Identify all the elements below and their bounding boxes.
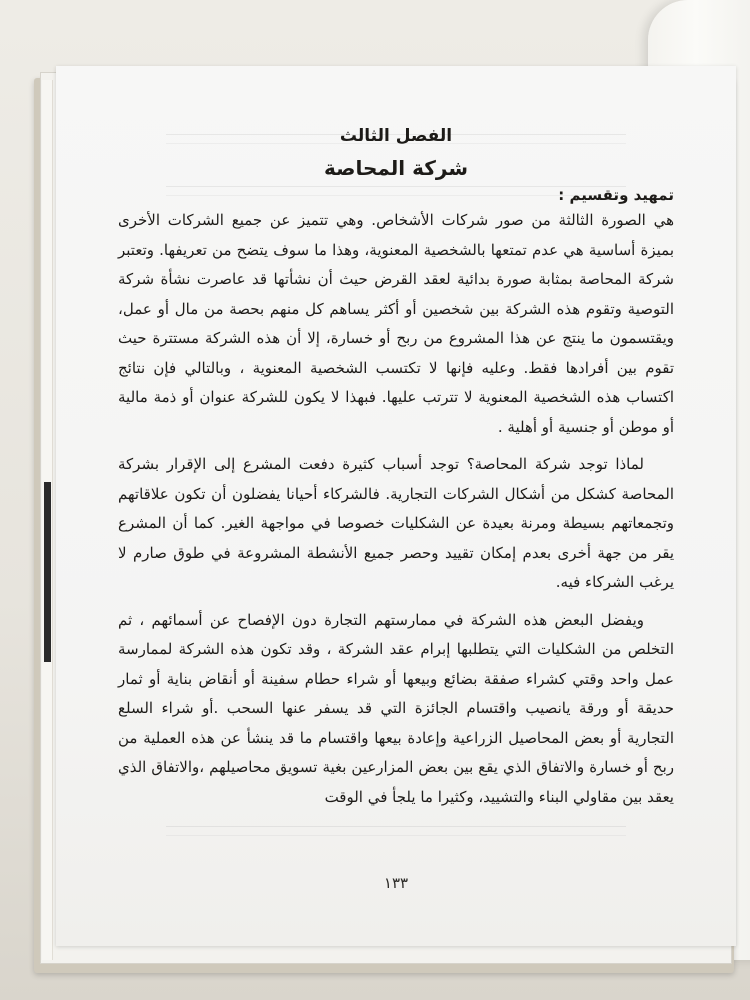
subheading: تمهيد وتقسيم :	[558, 186, 674, 204]
paragraph: هي الصورة الثالثة من صور شركات الأشخاص. وهي تتميز عن جميع الشركات الأخرى بميزة أساسية هي عدم تمتعها بالشخصية المعنوية، وهذا ما سوف يتضح من تعريفها. وتعتبر شركة المحاصة بمثابة صورة بدائية لعقد القرض حيث أن نشأتها قد عاصرت نشأة شركة التوصية وتقوم هذه الشركة بين شخصين أو أكثر يساهم كل منهم بحصة من مال أو عمل، ويقتسمون ما ينتج عن هذا المشروع من ربح أو خسارة، إلا أن هذه الشركة مستترة حيث تقوم بين أفرادها فقط. وعليه فإنها لا تكتسب الشخصية المعنوية ، وبالتالي فإن نتائج اكتساب هذه الشخصية المعنوية لا تترتب عليها. فبهذا لا يكون للشركة عنوان أو ذمة مالية أو موطن أو جنسية أو أهلية .	[118, 211, 674, 436]
paragraph: ويفضل البعض هذه الشركة في ممارستهم التجارة دون الإفصاح عن أسمائهم ، ثم التخلص من الشكليات التي يتطلبها إبرام عقد الشركة ، وقد تكون هذه الشركة لممارسة عمل واحد وقتي كشراء صفقة بضائع وبيعها أو شراء حطام سفينة أو أنقاض بناية أو ثمار حديقة أو ورقة يانصيب واقتسام الجائزة التي قد يسفر عنها السحب .أو شراء السلع التجارية أو بعض المحاصيل الزراعية وإعادة بيعها واقتسام ما قد ينشأ عن هذه العملية من ربح أو خسارة والاتفاق الذي يقع بين بعض المزارعين بغية تسويق محاصيلهم ،والاتفاق الذي يعقد بين مقاولي البناء والتشييد، وكثيرا ما يلجأ في الوقت	[118, 610, 674, 806]
page-content	[118, 126, 674, 820]
paragraph: لماذا توجد شركة المحاصة؟ توجد أسباب كثيرة دفعت المشرع إلى الإقرار بشركة المحاصة كشكل من أشكال الشركات التجارية. فالشركاء أحيانا يفضلون أن تكون علاقاتهم وتجمعاتهم بسيطة ومرنة بعيدة عن الشكليات خصوصا في مواجهة الغير. كما أن المشرع يقر من جهة أخرى بعدم إمكان تقييد وحصر جميع الأنشطة المشروعة في طوق صارم لا يرغب الشركاء فيه.	[118, 455, 674, 591]
page-number: ١٣٣	[383, 874, 409, 892]
section-title: شركة المحاصة	[324, 156, 468, 180]
chapter-title: الفصل الثالث	[339, 126, 453, 146]
book-page	[56, 66, 736, 946]
show-through-line	[166, 826, 626, 836]
bookmark-ribbon	[44, 482, 51, 662]
